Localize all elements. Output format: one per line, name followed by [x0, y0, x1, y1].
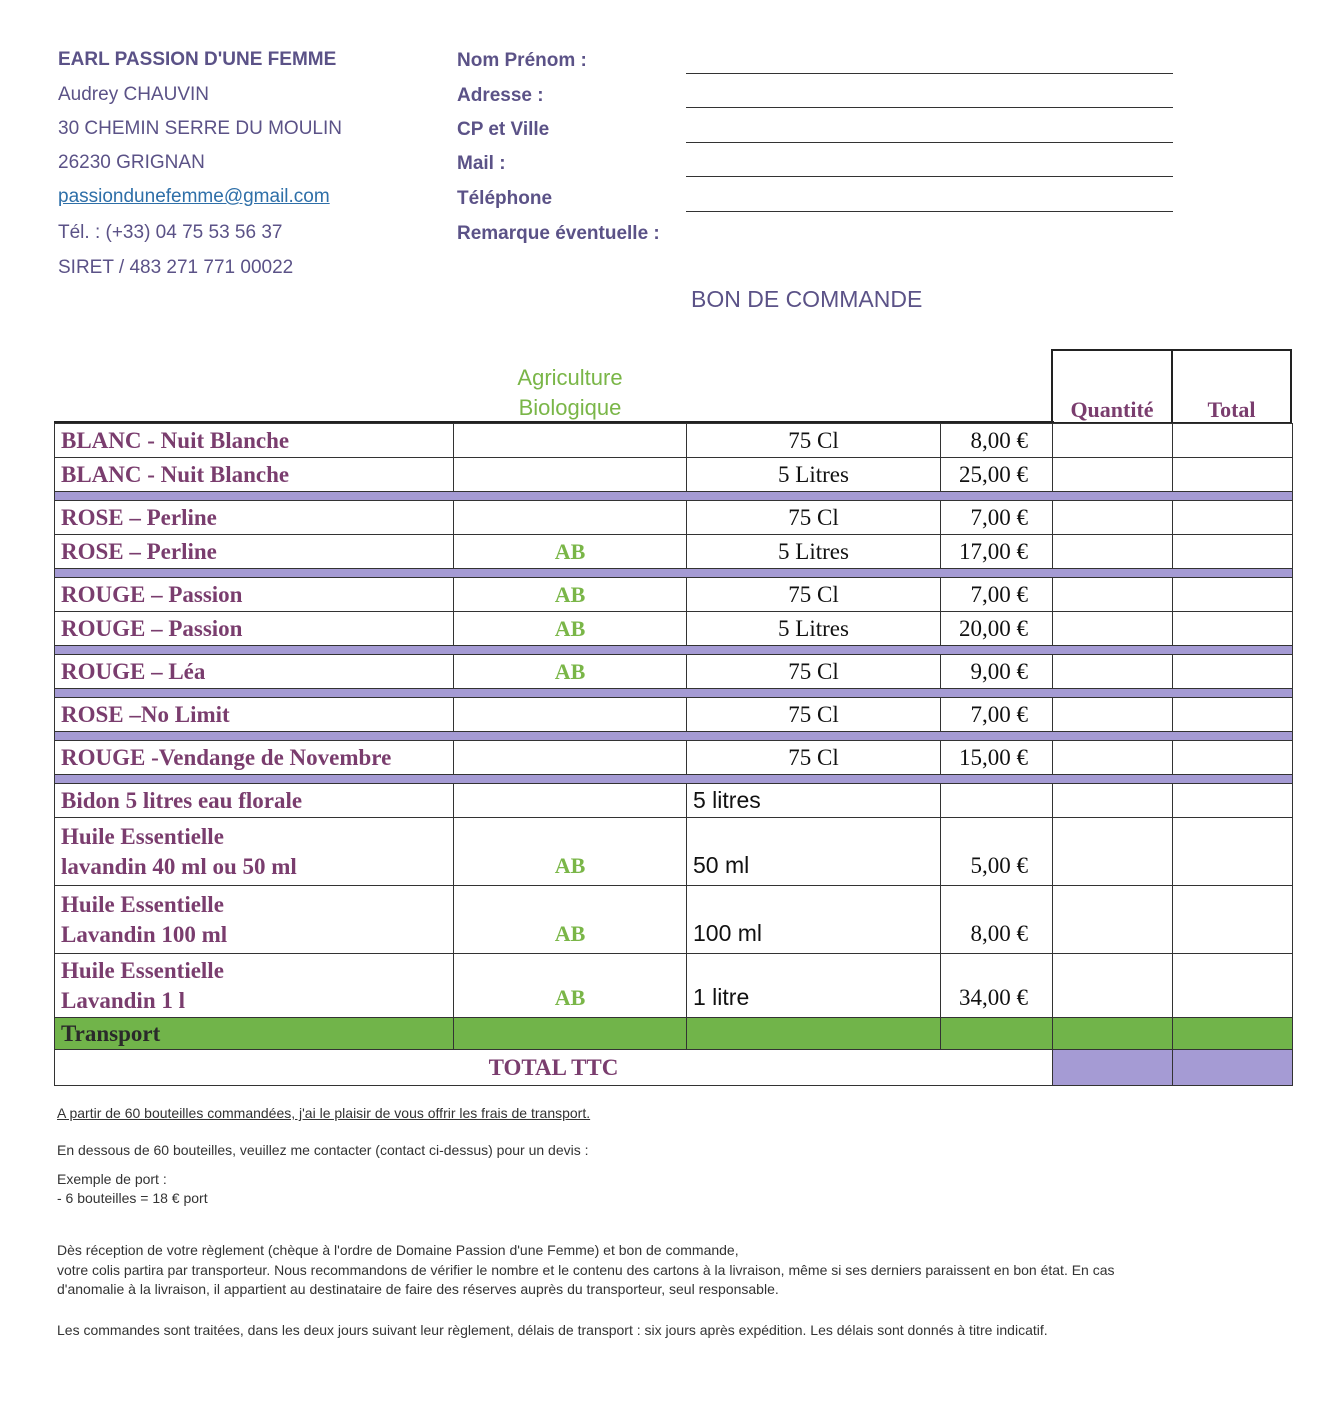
price-cell: 20,00 € [941, 612, 1053, 646]
separator-row [55, 775, 1293, 784]
seller-siret: SIRET / 483 271 771 00022 [58, 257, 294, 278]
row-total [1173, 458, 1293, 492]
seller-phone: Tél. : (+33) 04 75 53 56 37 [58, 222, 283, 243]
table-row [55, 578, 1293, 612]
product-name [55, 886, 454, 954]
product-name-line2: Lavandin 100 ml [61, 921, 228, 947]
cp-ville-label: CP et Ville [457, 119, 550, 140]
example-line: - 6 bouteilles = 18 € port [57, 1190, 208, 1206]
seller-name: Audrey CHAUVIN [58, 84, 209, 105]
total-row [55, 1050, 1293, 1086]
seller-company: EARL PASSION D'UNE FEMME [58, 49, 337, 70]
mail-label: Mail : [457, 153, 506, 174]
price-cell: 25,00 € [941, 458, 1053, 492]
ab-cell: AB [454, 612, 687, 646]
row-total [1173, 535, 1293, 569]
ab-cell: AB [454, 818, 687, 886]
volume-cell: 75 Cl [687, 741, 941, 775]
transport-label: Transport [55, 1018, 454, 1050]
product-name: ROUGE – Passion [55, 612, 454, 646]
product-name: ROUGE – Léa [55, 655, 454, 689]
volume-cell: 50 ml [687, 818, 941, 886]
quantity-input[interactable] [1053, 424, 1173, 458]
price-cell: 8,00 € [941, 886, 1053, 954]
product-name-line2: lavandin 40 ml ou 50 ml [61, 853, 297, 879]
total-amount [1173, 1050, 1293, 1086]
row-total [1173, 578, 1293, 612]
quantity-input[interactable] [1053, 655, 1173, 689]
volume-cell: 5 litres [687, 784, 941, 818]
quantity-input[interactable] [1053, 501, 1173, 535]
table-row [55, 535, 1293, 569]
table-row [55, 741, 1293, 775]
order-table [54, 423, 1293, 1086]
row-total [1173, 612, 1293, 646]
free-shipping-note: A partir de 60 bouteilles commandées, j'ai le plaisir de vous offrir les frais de transport. [57, 1105, 591, 1121]
price-cell: 7,00 € [941, 501, 1053, 535]
quantity-input[interactable] [1053, 741, 1173, 775]
quantity-input[interactable] [1053, 535, 1173, 569]
separator-row [55, 646, 1293, 655]
remarque-label: Remarque éventuelle : [457, 223, 660, 244]
row-total [1173, 501, 1293, 535]
separator-band [55, 775, 1293, 784]
separator-row [55, 569, 1293, 578]
transport-total [1173, 1018, 1293, 1050]
table-row [55, 612, 1293, 646]
reception-line-3: d'anomalie à la livraison, il appartient au destinataire de faire des réserves auprès du transporteur, seul responsable. [57, 1281, 779, 1297]
seller-city: 26230 GRIGNAN [58, 152, 205, 173]
quantity-input[interactable] [1053, 578, 1173, 612]
quantity-input[interactable] [1053, 612, 1173, 646]
transport-row [55, 1018, 1293, 1050]
price-cell: 7,00 € [941, 698, 1053, 732]
separator-band [55, 732, 1293, 741]
bio-header-line1: Agriculture [517, 365, 623, 390]
transport-cell [687, 1018, 941, 1050]
price-cell: 8,00 € [941, 424, 1053, 458]
product-name: Bidon 5 litres eau florale [55, 784, 454, 818]
volume-cell: 75 Cl [687, 501, 941, 535]
bio-header [470, 363, 670, 423]
product-name: BLANC - Nuit Blanche [55, 458, 454, 492]
quantite-header: Quantité [1051, 349, 1173, 424]
price-cell: 5,00 € [941, 818, 1053, 886]
volume-cell: 75 Cl [687, 698, 941, 732]
product-name-line1: Huile Essentielle [61, 823, 224, 849]
ab-cell [454, 741, 687, 775]
separator-row [55, 732, 1293, 741]
ab-cell [454, 424, 687, 458]
seller-email-link[interactable]: passiondunefemme@gmail.com [58, 186, 330, 207]
volume-cell: 75 Cl [687, 578, 941, 612]
reception-line-1: Dès réception de votre règlement (chèque à l'ordre de Domaine Passion d'une Femme) et bon de commande, [57, 1242, 739, 1258]
reception-line-2: votre colis partira par transporteur. Nous recommandons de vérifier le nombre et le contenu des cartons à la livraison, même si ses derniers paraissent en bon état. En cas [57, 1262, 1115, 1278]
ab-cell: AB [454, 535, 687, 569]
volume-cell: 75 Cl [687, 655, 941, 689]
quantity-input[interactable] [1053, 954, 1173, 1018]
ab-cell [454, 501, 687, 535]
product-name [55, 818, 454, 886]
row-total [1173, 424, 1293, 458]
volume-cell: 5 Litres [687, 458, 941, 492]
page-title: BON DE COMMANDE [691, 286, 923, 312]
telephone-field[interactable] [686, 211, 1173, 212]
table-row [55, 886, 1293, 954]
ab-cell: AB [454, 655, 687, 689]
price-cell [941, 784, 1053, 818]
table-row [55, 458, 1293, 492]
delays-note: Les commandes sont traitées, dans les deux jours suivant leur règlement, délais de transport : six jours après expédition. Les délais sont donnés à titre indicatif. [57, 1322, 1048, 1338]
volume-cell: 5 Litres [687, 535, 941, 569]
total-ttc-label: TOTAL TTC [55, 1050, 1053, 1086]
separator-row [55, 492, 1293, 501]
product-name [55, 954, 454, 1018]
seller-address: 30 CHEMIN SERRE DU MOULIN [58, 118, 342, 139]
product-name: ROSE – Perline [55, 535, 454, 569]
total-header: Total [1171, 349, 1292, 424]
volume-cell: 75 Cl [687, 424, 941, 458]
nom-label: Nom Prénom : [457, 50, 587, 71]
row-total [1173, 698, 1293, 732]
row-total [1173, 954, 1293, 1018]
ab-cell: AB [454, 578, 687, 612]
product-name: ROUGE -Vendange de Novembre [55, 741, 454, 775]
ab-cell: AB [454, 954, 687, 1018]
separator-band [55, 646, 1293, 655]
example-title: Exemple de port : [57, 1171, 167, 1187]
product-name: ROSE –No Limit [55, 698, 454, 732]
quantity-input[interactable] [1053, 818, 1173, 886]
table-row [55, 501, 1293, 535]
bio-header-line2: Biologique [518, 395, 622, 420]
ab-cell [454, 698, 687, 732]
product-name: BLANC - Nuit Blanche [55, 424, 454, 458]
transport-cell [941, 1018, 1053, 1050]
mail-field[interactable] [686, 176, 1173, 177]
row-total [1173, 741, 1293, 775]
telephone-label: Téléphone [457, 188, 553, 209]
total-quantity [1053, 1050, 1173, 1086]
price-cell: 9,00 € [941, 655, 1053, 689]
table-row [55, 655, 1293, 689]
table-row [55, 784, 1293, 818]
nom-field[interactable] [686, 73, 1173, 74]
separator-band [55, 689, 1293, 698]
quantity-input[interactable] [1053, 784, 1173, 818]
ab-cell [454, 784, 687, 818]
volume-cell: 1 litre [687, 954, 941, 1018]
transport-quantity[interactable] [1053, 1018, 1173, 1050]
ab-cell: AB [454, 886, 687, 954]
table-row [55, 424, 1293, 458]
product-name-line1: Huile Essentielle [61, 891, 224, 917]
product-name-line1: Huile Essentielle [61, 957, 224, 983]
price-cell: 7,00 € [941, 578, 1053, 612]
price-cell: 17,00 € [941, 535, 1053, 569]
volume-cell: 5 Litres [687, 612, 941, 646]
product-name-line2: Lavandin 1 l [61, 987, 185, 1013]
transport-cell [454, 1018, 687, 1050]
adresse-field[interactable] [686, 107, 1173, 108]
quantity-input[interactable] [1053, 458, 1173, 492]
row-total [1173, 886, 1293, 954]
volume-cell: 100 ml [687, 886, 941, 954]
row-total [1173, 818, 1293, 886]
price-cell: 15,00 € [941, 741, 1053, 775]
table-row [55, 818, 1293, 886]
price-cell: 34,00 € [941, 954, 1053, 1018]
separator-row [55, 689, 1293, 698]
product-name: ROSE – Perline [55, 501, 454, 535]
product-name: ROUGE – Passion [55, 578, 454, 612]
table-row [55, 698, 1293, 732]
table-row [55, 954, 1293, 1018]
cp-ville-field[interactable] [686, 142, 1173, 143]
below-note: En dessous de 60 bouteilles, veuillez me contacter (contact ci-dessus) pour un devis : [57, 1142, 589, 1158]
ab-cell [454, 458, 687, 492]
adresse-label: Adresse : [457, 85, 544, 106]
separator-band [55, 569, 1293, 578]
row-total [1173, 655, 1293, 689]
quantity-input[interactable] [1053, 886, 1173, 954]
separator-band [55, 492, 1293, 501]
quantity-input[interactable] [1053, 698, 1173, 732]
row-total [1173, 784, 1293, 818]
